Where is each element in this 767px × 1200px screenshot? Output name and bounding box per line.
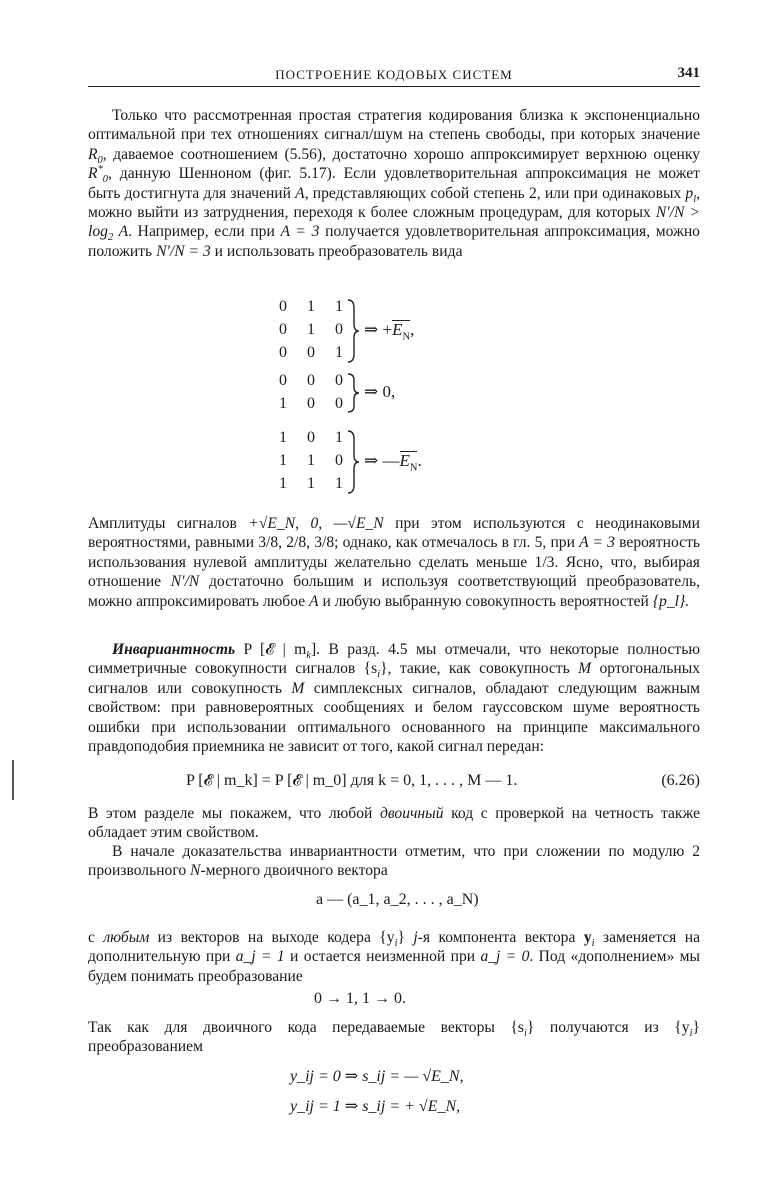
paragraph-5 — [88, 842, 700, 881]
matrix-row: 0 0 1 — [279, 344, 343, 361]
result-plus: ⇒ $+E_N$, — [364, 320, 415, 343]
text-span: код с проверкой на четность также обладает этим свойством. — [88, 805, 700, 842]
result-minus: ⇒ $—E_N$. — [364, 451, 422, 474]
text-span: симплексных сигналов, обладают следующим важным свойством: при равновероятных сообщениях и белом гауссовском шуме вероятность ошибки при использовании оптимального основанного на принципе максимального правдоподобия приемника не зависит от того, какой сигнал передан: — [88, 679, 700, 756]
math-fractions: 3/8, 2/8, 3/8 — [258, 534, 335, 552]
text-span: } — [397, 929, 414, 946]
text-span: получается удовлетворительная аппроксимация, можно положить — [88, 223, 700, 260]
text-span: вероятность использования нулевой амплитуды желательно сделать меньше — [88, 534, 700, 571]
math-pl: $p_l$ — [685, 184, 697, 205]
section-heading: Инвариантность — [112, 641, 236, 658]
math-NN3: N′/N = 3 — [156, 242, 211, 260]
text-span: , можно выйти из затруднения, переходя к более сложным процедурам, для которых — [88, 184, 701, 222]
text-span: при этом используются с неодинаковыми вероятностями, равными — [88, 515, 700, 552]
matrix-row: 0 1 1 — [279, 298, 343, 315]
text-span: ; однако, как отмечалось в гл. 5, при — [334, 534, 580, 552]
math-M: M — [291, 679, 305, 697]
equation-map-one: y_ij = 1 ⇒ s_ij = + √E_N, — [290, 1098, 461, 1115]
text-span: . Например, если при — [128, 223, 281, 241]
math-set-p: {p_l}. — [652, 592, 690, 610]
paragraph-6: с любым из векторов на выходе кодера $\{y_i\}$ j-я компонента вектора $y_i$ заменяется на дополнительную при a_j = 1 и остается неизменной при a_j = 0. Под «дополнением» мы будем понимать преобразование — [88, 929, 700, 985]
text-span: }, такие, как совокупность — [380, 660, 579, 678]
math-M: M — [578, 660, 592, 678]
math-sub: k — [306, 650, 311, 662]
math-j: j — [413, 929, 418, 946]
math-A3: A = 3 — [280, 223, 320, 241]
paragraph-4 — [88, 804, 700, 843]
brace-3 — [346, 429, 360, 495]
matrix-row: 1 0 0 — [279, 395, 343, 412]
margin-mark — [12, 760, 14, 800]
paragraph-7: Так как для двоичного кода передаваемые векторы $\{s_i\}$ получаются из $\{y_i\}$ преобразованием — [88, 1019, 700, 1056]
text-span: P [𝓔 | m — [235, 641, 307, 658]
emphasis: двоичный — [379, 805, 444, 822]
matrix-row: 0 0 0 — [279, 372, 343, 389]
equation-number: (6.26) — [661, 772, 700, 789]
text-span: . Ясно, что, выбирая отношение — [88, 553, 700, 591]
math-aj1: a_j = 1 — [235, 948, 285, 966]
math-aj0: a_j = 0 — [480, 948, 530, 966]
text-span: ортогональных сигналов или совокупность — [88, 660, 700, 697]
text-span: } получаются из {y — [526, 1019, 690, 1036]
text-span: , даваемое соотношением (5.56), достаточно хорошо аппроксимирует верхнюю оценку — [102, 145, 700, 163]
equation-complement: 0 → 1, 1 → 0. — [314, 990, 406, 1007]
text-span: Только что рассмотренная простая стратегия кодирования близка к экспоненциально оптимальной при тех отношениях сигнал/шум на степень свободы, при которых значение — [88, 107, 700, 144]
text-span: -мерного двоичного вектора — [200, 862, 388, 880]
text-span: , данную Шенноном (фиг. 5.17). Если удовлетворительная аппроксимация не может быть достигнута для значений — [88, 165, 700, 202]
math-R0: $R_0$ — [88, 145, 103, 166]
text-span: Амплитуды сигналов — [88, 515, 249, 532]
brace-2 — [346, 372, 360, 414]
paragraph-2 — [88, 514, 700, 611]
math-sub: i — [377, 669, 381, 681]
text-span: достаточно большим и используя соответствующий преобразователь, можно аппроксимировать любое — [88, 573, 700, 610]
equation-6-26: P [𝓔 | m_k] = P [𝓔 | m_0] для k = 0, 1, . . . , M — 1. — [186, 772, 518, 789]
text-span: , представляющих собой степень 2, или при одинаковых — [304, 184, 686, 202]
math-ratio: N′/N — [170, 573, 200, 591]
text-span: В этом разделе мы покажем, что любой — [88, 805, 380, 822]
math-A: A — [295, 184, 305, 202]
math-third: 1/3 — [534, 553, 555, 571]
paragraph-1 — [88, 106, 700, 261]
math-A3: A = 3 — [579, 534, 615, 552]
running-header — [88, 64, 700, 87]
text-span: Так как для двоичного кода передаваемые векторы {s — [88, 1019, 524, 1036]
text-span: В начале доказательства инвариантности отметим, что при сложении по модулю 2 произвольного — [88, 843, 700, 880]
math-N: N — [190, 862, 201, 880]
math-amplitudes: +√E_N, 0, —√E_N — [248, 515, 384, 532]
mapping-matrix — [276, 298, 516, 498]
math-R0star: $R^*_0$ — [88, 164, 109, 186]
text-span: . Под «дополнением» мы будем понимать преобразование — [88, 948, 700, 985]
result-zero: ⇒ 0, — [364, 382, 396, 401]
equation-map-zero: y_ij = 0 ⇒ s_ij = — √E_N, — [290, 1068, 464, 1085]
paragraph-3 — [88, 640, 700, 756]
matrix-row: 1 1 0 — [279, 452, 343, 469]
emphasis: любым — [103, 929, 150, 946]
page-number: 341 — [677, 65, 700, 81]
text-span: и любую выбранную совокупность вероятностей — [318, 592, 653, 610]
matrix-row: 1 0 1 — [279, 429, 343, 446]
matrix-row: 1 1 1 — [279, 475, 343, 492]
text-span: заменяется на дополнительную при — [88, 929, 700, 966]
math-A: A — [309, 592, 319, 610]
text-span: } преобразованием — [88, 1019, 700, 1056]
text-span: и остается неизменной при — [284, 948, 481, 966]
math-ineq: $N'/N > \log_2 A$ — [88, 204, 700, 244]
header-title: ПОСТРОЕНИЕ КОДОВЫХ СИСТЕМ — [275, 67, 513, 82]
text-span: и использовать преобразователь вида — [210, 242, 463, 260]
text-span: с — [88, 929, 104, 946]
matrix-row: 0 1 0 — [279, 321, 343, 338]
equation-vector-a: a — (a_1, a_2, . . . , a_N) — [316, 891, 479, 908]
text-span: ]. В разд. 4.5 мы отмечали, что некоторые полностью симметричные совокупности сигналов {s — [88, 641, 700, 678]
brace-1 — [346, 298, 360, 364]
text-span: -я компонента вектора — [417, 929, 584, 946]
text-span: из векторов на выходе кодера {y — [149, 929, 395, 946]
